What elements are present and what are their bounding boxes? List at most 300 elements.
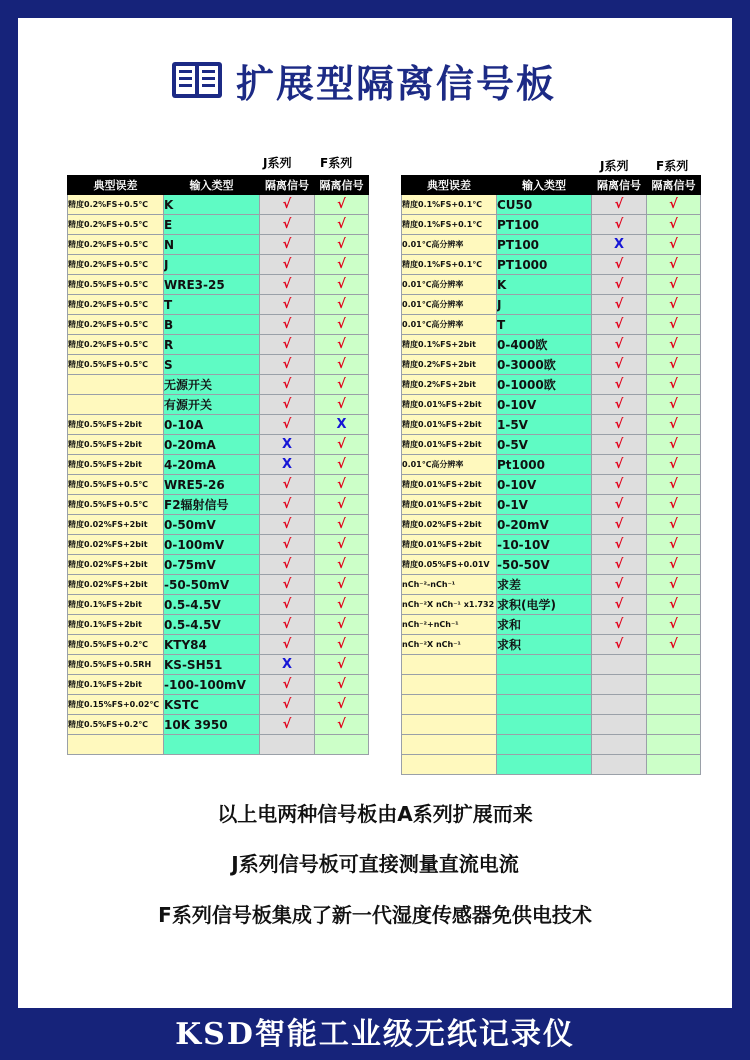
accuracy-cell: 精度0.5%FS+0.5℃: [68, 275, 164, 295]
check-mark-icon: √: [282, 317, 292, 332]
check-mark-icon: √: [614, 417, 624, 432]
input-type-cell: 求积(电学): [497, 595, 592, 615]
accuracy-cell: [402, 695, 497, 715]
input-type-cell: J: [497, 295, 592, 315]
accuracy-cell: [68, 375, 164, 395]
check-mark-icon: √: [282, 477, 292, 492]
f-series-cell: [647, 295, 701, 315]
j-series-cell: [260, 555, 315, 575]
j-series-cell: [592, 195, 647, 215]
j-series-cell: [260, 695, 315, 715]
j-series-cell: [260, 195, 315, 215]
table-row: [68, 615, 369, 635]
table-row: [68, 715, 369, 735]
f-series-cell: [647, 435, 701, 455]
table-row: [68, 555, 369, 575]
accuracy-cell: 精度0.01%FS+2bit: [402, 535, 497, 555]
accuracy-cell: 精度0.5%FS+0.2℃: [68, 635, 164, 655]
input-type-cell: 4-20mA: [164, 455, 260, 475]
table-row: [68, 535, 369, 555]
j-series-cell: [260, 535, 315, 555]
f-series-cell: [315, 675, 369, 695]
check-mark-icon: √: [282, 277, 292, 292]
check-mark-icon: √: [614, 557, 624, 572]
j-series-cell: [260, 255, 315, 275]
table-row: [68, 295, 369, 315]
table-row: [402, 495, 701, 515]
accuracy-cell: 精度0.2%FS+0.5℃: [68, 195, 164, 215]
f-series-cell: [315, 595, 369, 615]
table-row: [402, 715, 701, 735]
accuracy-cell: 精度0.5%FS+0.5RH: [68, 655, 164, 675]
table-row: [402, 455, 701, 475]
check-mark-icon: √: [614, 297, 624, 312]
f-series-cell: [647, 315, 701, 335]
check-mark-icon: √: [669, 617, 678, 632]
accuracy-cell: 精度0.5%FS+0.2℃: [68, 715, 164, 735]
check-mark-icon: √: [614, 337, 624, 352]
j-series-cell: [260, 515, 315, 535]
j-series-label-left: J系列: [263, 156, 292, 170]
table-row: [68, 415, 369, 435]
j-series-cell: [260, 375, 315, 395]
check-mark-icon: √: [282, 377, 292, 392]
check-mark-icon: √: [337, 357, 346, 372]
accuracy-cell: 精度0.01%FS+2bit: [402, 395, 497, 415]
f-series-cell: [647, 395, 701, 415]
accuracy-cell: 精度0.01%FS+2bit: [402, 475, 497, 495]
input-type-cell: 0-20mV: [497, 515, 592, 535]
f-series-cell: [315, 355, 369, 375]
table-row: [68, 475, 369, 495]
check-mark-icon: √: [614, 197, 624, 212]
accuracy-cell: 精度0.5%FS+2bit: [68, 455, 164, 475]
j-series-cell: [592, 375, 647, 395]
j-series-cell: [592, 395, 647, 415]
check-mark-icon: √: [282, 637, 292, 652]
j-series-cell: [260, 595, 315, 615]
check-mark-icon: √: [337, 657, 346, 672]
check-mark-icon: √: [337, 457, 346, 472]
accuracy-cell: 精度0.5%FS+0.5℃: [68, 355, 164, 375]
accuracy-cell: nCh⁻²X nCh⁻¹ x1.732: [402, 595, 497, 615]
check-mark-icon: √: [282, 497, 292, 512]
j-series-cell: [592, 535, 647, 555]
j-series-cell: [260, 495, 315, 515]
table-row: [68, 595, 369, 615]
check-mark-icon: √: [337, 637, 346, 652]
input-type-cell: 0-1000欧: [497, 375, 592, 395]
header-accuracy: 典型误差: [402, 176, 497, 195]
input-type-cell: 求差: [497, 575, 592, 595]
check-mark-icon: √: [669, 237, 678, 252]
check-mark-icon: √: [614, 457, 624, 472]
j-series-cell: [260, 415, 315, 435]
f-series-cell: [647, 575, 701, 595]
title-row: [170, 50, 556, 110]
check-mark-icon: √: [337, 277, 346, 292]
f-series-cell: [647, 375, 701, 395]
accuracy-cell: 精度0.01%FS+2bit: [402, 415, 497, 435]
f-series-cell: [315, 395, 369, 415]
f-series-cell: [315, 495, 369, 515]
check-mark-icon: √: [282, 557, 292, 572]
f-series-cell: [647, 235, 701, 255]
check-mark-icon: √: [669, 557, 678, 572]
j-series-cell: [260, 735, 315, 755]
check-mark-icon: √: [282, 257, 292, 272]
check-mark-icon: √: [614, 217, 624, 232]
accuracy-cell: 精度0.2%FS+0.5℃: [68, 215, 164, 235]
check-mark-icon: √: [337, 257, 346, 272]
j-series-cell: [260, 395, 315, 415]
input-type-cell: -50-50mV: [164, 575, 260, 595]
accuracy-cell: [402, 735, 497, 755]
check-mark-icon: √: [614, 637, 624, 652]
accuracy-cell: [68, 735, 164, 755]
j-series-cell: [592, 355, 647, 375]
accuracy-cell: 精度0.01%FS+2bit: [402, 435, 497, 455]
j-series-cell: [260, 575, 315, 595]
check-mark-icon: √: [282, 537, 292, 552]
input-type-cell: -100-100mV: [164, 675, 260, 695]
j-series-cell: [592, 615, 647, 635]
check-mark-icon: √: [337, 597, 346, 612]
f-series-cell: [647, 655, 701, 675]
check-mark-icon: √: [614, 497, 624, 512]
f-series-cell: [647, 415, 701, 435]
accuracy-cell: [402, 675, 497, 695]
f-series-cell: [647, 675, 701, 695]
check-mark-icon: √: [669, 257, 678, 272]
check-mark-icon: √: [282, 577, 292, 592]
f-series-cell: [647, 735, 701, 755]
check-mark-icon: √: [282, 417, 292, 432]
input-type-cell: K: [164, 195, 260, 215]
j-series-cell: [260, 435, 315, 455]
note-2: J系列信号板可直接测量直流电流: [231, 852, 519, 876]
f-series-cell: [647, 195, 701, 215]
check-mark-icon: √: [669, 577, 678, 592]
check-mark-icon: √: [669, 537, 678, 552]
input-type-cell: 0-10A: [164, 415, 260, 435]
j-series-cell: [260, 655, 315, 675]
f-series-cell: [315, 315, 369, 335]
f-series-cell: [315, 735, 369, 755]
j-series-cell: [260, 715, 315, 735]
check-mark-icon: √: [337, 397, 346, 412]
accuracy-cell: 精度0.2%FS+0.5℃: [68, 335, 164, 355]
table-header-row: [402, 176, 701, 195]
input-type-cell: -50-50V: [497, 555, 592, 575]
f-series-cell: [647, 635, 701, 655]
input-type-cell: 0-20mA: [164, 435, 260, 455]
input-type-cell: 1-5V: [497, 415, 592, 435]
accuracy-cell: 精度0.1%FS+0.1℃: [402, 255, 497, 275]
input-type-cell: 0-75mV: [164, 555, 260, 575]
accuracy-cell: 0.01℃高分辨率: [402, 275, 497, 295]
input-type-cell: F2辐射信号: [164, 495, 260, 515]
input-type-cell: 0-100mV: [164, 535, 260, 555]
table-row: [68, 435, 369, 455]
check-mark-icon: √: [669, 477, 678, 492]
input-type-cell: -10-10V: [497, 535, 592, 555]
check-mark-icon: √: [614, 437, 624, 452]
check-mark-icon: √: [669, 497, 678, 512]
check-mark-icon: √: [282, 697, 292, 712]
f-series-cell: [315, 475, 369, 495]
input-type-cell: 0.5-4.5V: [164, 615, 260, 635]
header-f-isolated: 隔离信号: [315, 176, 369, 195]
j-series-cell: [592, 695, 647, 715]
j-series-cell: [592, 655, 647, 675]
table-row: [402, 295, 701, 315]
check-mark-icon: √: [337, 537, 346, 552]
check-mark-icon: √: [614, 257, 624, 272]
accuracy-cell: 精度0.2%FS+0.5℃: [68, 235, 164, 255]
table-row: [402, 255, 701, 275]
accuracy-cell: 精度0.01%FS+2bit: [402, 495, 497, 515]
j-series-cell: [260, 275, 315, 295]
note-3: F系列信号板集成了新一代湿度传感器免供电技术: [158, 903, 592, 927]
input-type-cell: 0-400欧: [497, 335, 592, 355]
input-type-cell: 0.5-4.5V: [164, 595, 260, 615]
input-type-cell: [497, 655, 592, 675]
f-series-cell: [315, 375, 369, 395]
f-series-cell: [647, 275, 701, 295]
check-mark-icon: √: [669, 217, 678, 232]
f-series-cell: [315, 195, 369, 215]
j-series-cell: [592, 555, 647, 575]
footer-brand: KSD智能工业级无纸记录仪: [175, 1017, 575, 1052]
note-1: 以上电两种信号板由A系列扩展而来: [217, 802, 533, 826]
accuracy-cell: [402, 655, 497, 675]
j-series-cell: [260, 475, 315, 495]
table-row: [402, 435, 701, 455]
j-series-cell: [592, 715, 647, 735]
j-series-cell: [592, 755, 647, 775]
accuracy-cell: 精度0.02%FS+2bit: [68, 515, 164, 535]
accuracy-cell: 精度0.15%FS+0.02℃: [68, 695, 164, 715]
table-row: [68, 695, 369, 715]
input-type-cell: [497, 695, 592, 715]
j-series-label-right: J系列: [600, 159, 629, 173]
accuracy-cell: nCh⁻²X nCh⁻¹: [402, 635, 497, 655]
table-row: [402, 375, 701, 395]
input-type-cell: 0-3000欧: [497, 355, 592, 375]
check-mark-icon: √: [337, 557, 346, 572]
input-type-cell: E: [164, 215, 260, 235]
check-mark-icon: √: [337, 577, 346, 592]
table-row: [402, 335, 701, 355]
table-row: [402, 575, 701, 595]
accuracy-cell: nCh⁻²+nCh⁻¹: [402, 615, 497, 635]
f-series-cell: [315, 555, 369, 575]
cross-mark-icon: X: [281, 457, 293, 472]
f-series-cell: [647, 595, 701, 615]
check-mark-icon: √: [282, 217, 292, 232]
input-type-cell: 0-50mV: [164, 515, 260, 535]
check-mark-icon: √: [337, 237, 346, 252]
table-row: [402, 675, 701, 695]
input-type-cell: T: [164, 295, 260, 315]
f-series-cell: [647, 755, 701, 775]
accuracy-cell: 精度0.2%FS+0.5℃: [68, 315, 164, 335]
table-row: [402, 515, 701, 535]
f-series-cell: [647, 535, 701, 555]
accuracy-cell: 精度0.2%FS+0.5℃: [68, 295, 164, 315]
check-mark-icon: √: [282, 237, 292, 252]
check-mark-icon: √: [282, 397, 292, 412]
input-type-cell: 求积: [497, 635, 592, 655]
table-row: [402, 355, 701, 375]
check-mark-icon: √: [282, 517, 292, 532]
check-mark-icon: √: [669, 197, 678, 212]
j-series-cell: [592, 635, 647, 655]
check-mark-icon: √: [614, 477, 624, 492]
f-series-cell: [315, 515, 369, 535]
cross-mark-icon: X: [613, 237, 625, 252]
check-mark-icon: √: [614, 317, 624, 332]
f-series-cell: [315, 295, 369, 315]
check-mark-icon: √: [337, 677, 346, 692]
check-mark-icon: √: [614, 517, 624, 532]
check-mark-icon: √: [614, 537, 624, 552]
check-mark-icon: √: [669, 417, 678, 432]
check-mark-icon: √: [669, 337, 678, 352]
j-series-cell: [260, 315, 315, 335]
table-row: [68, 355, 369, 375]
input-type-cell: J: [164, 255, 260, 275]
cross-mark-icon: X: [281, 657, 293, 672]
check-mark-icon: √: [669, 457, 678, 472]
input-type-cell: [497, 715, 592, 735]
accuracy-cell: 精度0.05%FS+0.01V: [402, 555, 497, 575]
f-series-cell: [647, 355, 701, 375]
accuracy-cell: [402, 715, 497, 735]
table-row: [68, 195, 369, 215]
accuracy-cell: 精度0.02%FS+2bit: [68, 575, 164, 595]
f-series-cell: [647, 515, 701, 535]
header-f-isolated: 隔离信号: [647, 176, 701, 195]
table-row: [402, 535, 701, 555]
table-row: [68, 275, 369, 295]
table-row: [68, 515, 369, 535]
check-mark-icon: √: [669, 437, 678, 452]
j-series-cell: [260, 615, 315, 635]
accuracy-cell: 精度0.5%FS+2bit: [68, 415, 164, 435]
accuracy-cell: 精度0.02%FS+2bit: [68, 555, 164, 575]
table-row: [68, 215, 369, 235]
check-mark-icon: √: [282, 597, 292, 612]
f-series-cell: [315, 695, 369, 715]
f-series-cell: [315, 275, 369, 295]
f-series-cell: [315, 715, 369, 735]
check-mark-icon: √: [669, 357, 678, 372]
check-mark-icon: √: [337, 377, 346, 392]
f-series-cell: [647, 615, 701, 635]
accuracy-cell: 0.01℃高分辨率: [402, 295, 497, 315]
check-mark-icon: √: [282, 197, 292, 212]
j-series-cell: [592, 335, 647, 355]
table-row: [402, 735, 701, 755]
f-series-cell: [315, 435, 369, 455]
input-type-cell: Pt1000: [497, 455, 592, 475]
input-type-cell: KTY84: [164, 635, 260, 655]
f-series-cell: [647, 475, 701, 495]
j-series-cell: [260, 455, 315, 475]
accuracy-cell: 精度0.1%FS+2bit: [68, 595, 164, 615]
check-mark-icon: √: [337, 297, 346, 312]
j-series-cell: [592, 515, 647, 535]
f-series-cell: [315, 655, 369, 675]
input-type-cell: [497, 755, 592, 775]
table-row: [68, 495, 369, 515]
table-row: [68, 395, 369, 415]
accuracy-cell: 精度0.5%FS+0.5℃: [68, 475, 164, 495]
input-type-cell: 0-10V: [497, 475, 592, 495]
check-mark-icon: √: [282, 297, 292, 312]
check-mark-icon: √: [614, 577, 624, 592]
check-mark-icon: √: [282, 337, 292, 352]
f-series-label-right: F系列: [656, 159, 689, 173]
input-type-cell: 0-5V: [497, 435, 592, 455]
j-series-cell: [260, 295, 315, 315]
table-row: [68, 635, 369, 655]
table-row: [402, 215, 701, 235]
check-mark-icon: √: [669, 397, 678, 412]
header-j-isolated: 隔离信号: [260, 176, 315, 195]
j-series-cell: [592, 235, 647, 255]
check-mark-icon: √: [282, 717, 292, 732]
header-input: 输入类型: [497, 176, 592, 195]
f-series-cell: [647, 255, 701, 275]
j-series-cell: [592, 215, 647, 235]
check-mark-icon: √: [337, 477, 346, 492]
table-row: [68, 255, 369, 275]
check-mark-icon: √: [669, 517, 678, 532]
check-mark-icon: √: [669, 377, 678, 392]
j-series-cell: [592, 315, 647, 335]
table-row: [402, 235, 701, 255]
input-type-cell: 求和: [497, 615, 592, 635]
j-series-cell: [592, 415, 647, 435]
check-mark-icon: √: [669, 597, 678, 612]
accuracy-cell: 精度0.2%FS+0.5℃: [68, 255, 164, 275]
j-series-cell: [592, 435, 647, 455]
table-row: [402, 555, 701, 575]
table-row: [402, 655, 701, 675]
check-mark-icon: √: [337, 617, 346, 632]
f-series-cell: [315, 235, 369, 255]
check-mark-icon: √: [669, 637, 678, 652]
input-type-cell: KS-SH51: [164, 655, 260, 675]
table-row: [402, 315, 701, 335]
accuracy-cell: 精度0.1%FS+2bit: [402, 335, 497, 355]
f-series-cell: [315, 455, 369, 475]
f-series-cell: [647, 215, 701, 235]
header-j-isolated: 隔离信号: [592, 176, 647, 195]
input-type-cell: R: [164, 335, 260, 355]
input-type-cell: CU50: [497, 195, 592, 215]
accuracy-cell: 精度0.1%FS+0.1℃: [402, 195, 497, 215]
accuracy-cell: [402, 755, 497, 775]
table-row: [68, 235, 369, 255]
table-row: [402, 475, 701, 495]
table-row: [68, 375, 369, 395]
cross-mark-icon: X: [336, 417, 347, 432]
cross-mark-icon: X: [281, 437, 293, 452]
